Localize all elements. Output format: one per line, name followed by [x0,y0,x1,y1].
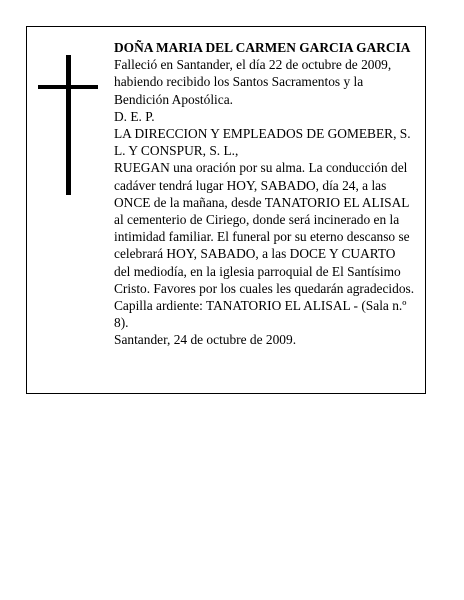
body-line: Falleció en Santander, el día 22 de octubre de 2009, [114,57,392,73]
body-line: RUEGAN una oración por su alma. La conducción del [114,160,408,176]
body-line: Capilla ardiente: TANATORIO EL ALISAL - (Sala n.º [114,298,407,314]
body-line: celebrará HOY, SABADO, a las DOCE Y CUARTO [114,246,396,262]
body-line: ONCE de la mañana, desde TANATORIO EL ALISAL [114,194,410,210]
body-line: al cementerio de Ciriego, donde será incinerado en la [114,212,400,228]
obituary-body [114,56,424,348]
body-line: LA DIRECCION Y EMPLEADOS DE GOMEBER, S. [114,126,411,142]
cross-vertical-bar [66,55,71,195]
body-line: L. Y CONSPUR, S. L., [114,143,239,159]
body-line: intimidad familiar. El funeral por su eterno descanso se [114,229,410,245]
body-line: cadáver tendrá lugar HOY, SABADO, día 24, a las [114,177,387,193]
body-line: Bendición Apostólica. [114,91,234,107]
deceased-name: DOÑA MARIA DEL CARMEN GARCIA GARCIA [114,40,411,55]
body-line: del mediodía, en la iglesia parroquial de El Santísimo [114,263,401,279]
obituary-notice [26,26,426,394]
body-line: 8). [114,315,129,331]
body-line: habiendo recibido los Santos Sacramentos y la [114,74,364,90]
obituary-text [114,39,424,349]
body-line: Santander, 24 de octubre de 2009. [114,332,297,348]
body-line: Cristo. Favores por los cuales les quedarán agradecidos. [114,280,415,296]
cross-horizontal-bar [38,85,98,89]
body-line: D. E. P. [114,108,155,124]
